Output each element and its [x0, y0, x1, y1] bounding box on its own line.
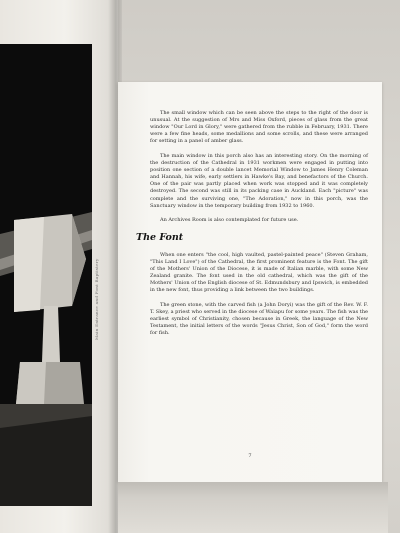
paragraph-green-stone: The green stone, with the carved fish (a John Doryi) was the gift of the Rev. W. F. T. Skey, a priest who served in the diocese of Waiapu for some years. The fish was the earliest symbol of Christianity, chosen because in Greek, the language of the New Testament, the initial letters of the words "Jesus Christ, Son of God," form the word for fish.	[150, 301, 368, 337]
paragraph-font-description: When one enters "the cool, high vaulted, pastel-painted peace" (Steven Graham, "This Land I Love") of the Cathedral, the first prominent feature is the Font. The gift of the Mothers' Union of the Diocese, it is made of Italian marble, with some New Zealand granite. The font used in the old cathedral, which was the gift of the Mothers' Union of the English diocese of St. Edmundsbury and Ipswich, is embedded in the new font, thus providing a link between the two buildings.	[150, 251, 368, 294]
font-photo-illustration	[0, 44, 92, 506]
page-stack-edge	[118, 482, 388, 533]
paragraph-main-window: The main window in this porch also has an interesting story. On the morning of the destruction of the Cathedral in 1931 workmen were engaged in putting into position one section of a double lancet Memorial Window to James Henry Coleman and Hannah, his wife, early settlers in Hawke's Bay, and benefactors of the Church. One of the pair was partly placed when work was stopped and it was completely destroyed. The second was still in its packing case in Auckland. Each "picture" was complete and the surviving one, "The Adoration," now in this porch, was the Sanctuary window in the temporary building from 1932 to 1960.	[150, 152, 368, 209]
photo-caption: Main Entrance and Font Baptistery	[94, 258, 99, 340]
paragraph-archives-room: An Archives Room is also contemplated for future use.	[160, 217, 299, 224]
page-number: 7	[248, 453, 252, 459]
section-heading-font: The Font	[136, 231, 184, 243]
page-text	[136, 110, 368, 345]
left-page	[0, 0, 118, 533]
right-page	[118, 82, 382, 482]
paragraph-small-window: The small window which can be seen above the steps to the right of the door is unusual. At the suggestion of Mrs and Miss Oxford, pieces of glass from the great window "Our Lord in Glory," were gathered from the rubble in February, 1931. There were a few fine heads, some medallions and some scrolls, and these were arranged for setting in a panel of amber glass.	[150, 110, 368, 145]
font-photograph	[0, 44, 92, 506]
